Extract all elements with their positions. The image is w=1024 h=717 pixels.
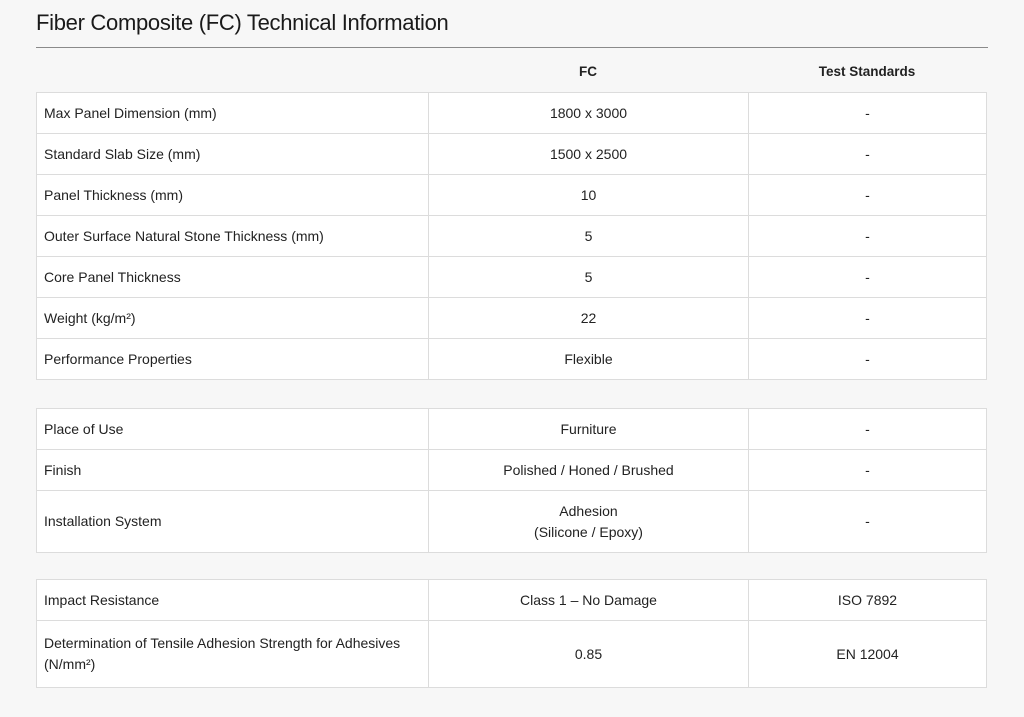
table-row (37, 216, 987, 257)
table-row (37, 580, 987, 621)
test-standard-value: ISO 7892 (749, 580, 987, 621)
property-label: Outer Surface Natural Stone Thickness (mm) (37, 216, 429, 257)
fc-value: 0.85 (429, 621, 749, 688)
property-label: Panel Thickness (mm) (37, 175, 429, 216)
test-standard-value: - (749, 134, 987, 175)
fc-value: 22 (429, 298, 749, 339)
property-label: Impact Resistance (37, 580, 429, 621)
property-label: Determination of Tensile Adhesion Strength for Adhesives (N/mm²) (37, 621, 429, 688)
fc-value: Class 1 – No Damage (429, 580, 749, 621)
property-label: Installation System (37, 491, 429, 553)
test-standard-value: - (749, 409, 987, 450)
property-label: Performance Properties (37, 339, 429, 380)
property-label: Place of Use (37, 409, 429, 450)
test-standard-value: - (749, 216, 987, 257)
fc-value (429, 491, 749, 553)
fc-value: 1800 x 3000 (429, 93, 749, 134)
table-row (37, 175, 987, 216)
property-label: Standard Slab Size (mm) (37, 134, 429, 175)
table-row (37, 339, 987, 380)
fc-value: 10 (429, 175, 749, 216)
property-label: Core Panel Thickness (37, 257, 429, 298)
spec-table-physical (36, 92, 987, 380)
fc-value: 5 (429, 257, 749, 298)
table-row (37, 409, 987, 450)
fc-value: 1500 x 2500 (429, 134, 749, 175)
spec-table-application (36, 408, 987, 553)
column-headers (36, 60, 986, 84)
fc-value: Furniture (429, 409, 749, 450)
table-row (37, 134, 987, 175)
test-standard-value: - (749, 257, 987, 298)
property-label: Max Panel Dimension (mm) (37, 93, 429, 134)
table-row (37, 93, 987, 134)
fc-value: 5 (429, 216, 749, 257)
column-header-test-standards: Test Standards (818, 64, 916, 79)
column-header-fc: FC (579, 64, 597, 79)
fc-value-line-2: (Silicone / Epoxy) (534, 523, 643, 540)
table-row (37, 257, 987, 298)
test-standard-value: EN 12004 (749, 621, 987, 688)
page-title: Fiber Composite (FC) Technical Information (36, 10, 449, 35)
test-standard-value: - (749, 298, 987, 339)
table-row (37, 491, 987, 553)
table-row (37, 450, 987, 491)
spec-table-performance (36, 579, 987, 688)
fc-value: Flexible (429, 339, 749, 380)
test-standard-value: - (749, 491, 987, 553)
test-standard-value: - (749, 450, 987, 491)
property-label: Weight (kg/m²) (37, 298, 429, 339)
test-standard-value: - (749, 175, 987, 216)
title-divider (36, 47, 988, 48)
test-standard-value: - (749, 93, 987, 134)
fc-value: Polished / Honed / Brushed (429, 450, 749, 491)
fc-value-line-1: Adhesion (559, 502, 618, 519)
table-row (37, 298, 987, 339)
table-row (37, 621, 987, 688)
test-standard-value: - (749, 339, 987, 380)
property-label: Finish (37, 450, 429, 491)
